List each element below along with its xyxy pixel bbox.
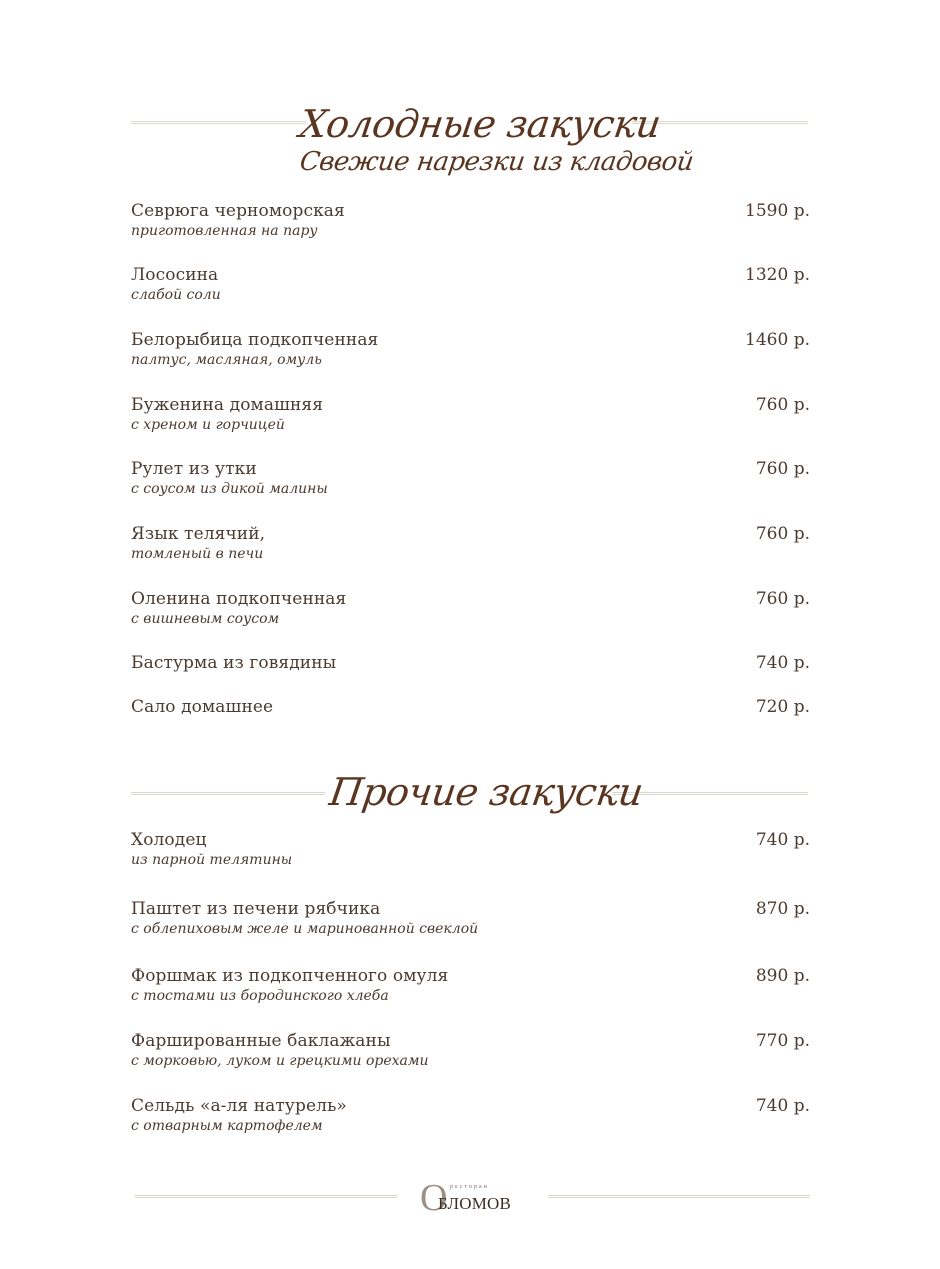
item-name: Белорыбица подкопченная [131, 330, 379, 350]
item-name: Язык телячий, [131, 524, 266, 544]
menu-item [131, 265, 810, 304]
item-name: Фаршированные баклажаны [131, 1031, 391, 1051]
item-name: Буженина домашняя [131, 395, 324, 415]
item-description: с соусом из дикой малины [131, 481, 328, 497]
menu-item [131, 830, 810, 869]
section-title-other-appetizers: Прочие закуски [326, 770, 646, 814]
menu-item [131, 330, 810, 369]
menu-item [131, 966, 810, 1005]
item-description: с тостами из бородинского хлеба [131, 988, 389, 1004]
logo-initial: О [420, 1177, 448, 1219]
item-description: из парной телятины [131, 852, 293, 868]
menu-item [131, 201, 810, 240]
item-price: 760 р. [755, 459, 810, 479]
restaurant-logo [420, 1177, 530, 1219]
menu-item [131, 697, 810, 717]
item-price: 1590 р. [745, 201, 810, 221]
item-description: приготовленная на пару [131, 223, 318, 239]
item-name: Оленина подкопченная [131, 589, 347, 609]
menu-item [131, 1096, 810, 1135]
item-price: 760 р. [755, 395, 810, 415]
item-price: 890 р. [755, 966, 810, 986]
item-name: Сельдь «а-ля натурель» [131, 1096, 347, 1116]
menu-item [131, 395, 810, 434]
item-description: томленый в печи [131, 546, 264, 562]
menu-item [131, 459, 810, 498]
menu-item [131, 589, 810, 628]
item-name: Холодец [131, 830, 207, 850]
item-name: Бастурма из говядины [131, 653, 337, 673]
divider-left [131, 792, 325, 795]
item-description: с облепиховым желе и маринованной свеклой [131, 921, 479, 937]
item-description: с отварным картофелем [131, 1118, 323, 1134]
menu-item [131, 1031, 810, 1070]
logo-wordmark: БЛОМОВ [438, 1194, 512, 1213]
item-name: Форшмак из подкопченного омуля [131, 966, 449, 986]
item-name: Лососина [131, 265, 219, 285]
menu-item [131, 899, 810, 938]
item-description: с вишневым соусом [131, 611, 280, 627]
section-title-cold-appetizers: Холодные закуски [296, 102, 664, 146]
item-description: слабой соли [131, 287, 221, 303]
item-name: Севрюга черноморская [131, 201, 345, 221]
item-price: 870 р. [755, 899, 810, 919]
item-description: с морковью, луком и грецкими орехами [131, 1053, 429, 1069]
item-price: 1320 р. [745, 265, 810, 285]
item-price: 760 р. [755, 524, 810, 544]
item-name: Паштет из печени рябчика [131, 899, 381, 919]
footer-divider-left [135, 1195, 397, 1198]
footer-divider-right [548, 1195, 810, 1198]
item-description: палтус, масляная, омуль [131, 352, 322, 368]
logo-subtitle: ресторан [450, 1184, 489, 1190]
menu-item [131, 653, 810, 673]
divider-left [131, 121, 306, 124]
item-name: Сало домашнее [131, 697, 274, 717]
item-price: 770 р. [755, 1031, 810, 1051]
item-price: 760 р. [755, 589, 810, 609]
item-name: Рулет из утки [131, 459, 257, 479]
item-price: 720 р. [755, 697, 810, 717]
item-description: с хреном и горчицей [131, 417, 285, 433]
menu-item [131, 524, 810, 563]
section-subtitle: Свежие нарезки из кладовой [297, 147, 696, 177]
item-price: 1460 р. [745, 330, 810, 350]
item-price: 740 р. [755, 653, 810, 673]
item-price: 740 р. [755, 830, 810, 850]
item-price: 740 р. [755, 1096, 810, 1116]
